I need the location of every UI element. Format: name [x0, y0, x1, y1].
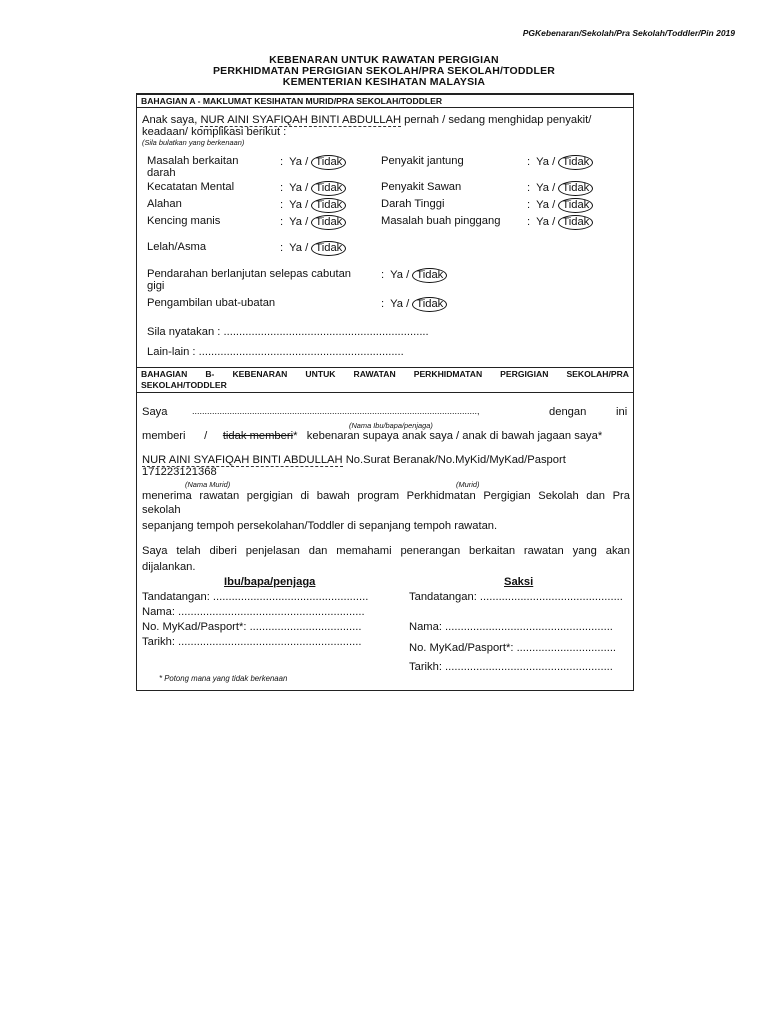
condition-answer-kidney[interactable]	[527, 215, 593, 230]
condition-label-heart: Penyakit jantung	[381, 155, 464, 167]
condition-answer-medication[interactable]	[381, 297, 447, 312]
option-tidak-circled[interactable]: Tidak	[558, 198, 593, 213]
option-ya[interactable]: Ya /	[536, 216, 556, 228]
footnote: * Potong mana yang tidak berkenaan	[159, 674, 288, 683]
consent-form	[136, 93, 634, 691]
option-ya[interactable]: Ya /	[289, 216, 309, 228]
colon: :	[527, 216, 531, 228]
parent-name-field-sign[interactable]: Nama: ............................................................	[142, 606, 365, 618]
dengan-label: dengan	[549, 406, 587, 418]
condition-answer-heart[interactable]	[527, 155, 593, 170]
receive-line-3: sepanjang tempoh persekolahan/Toddler di sepanjang tempoh rawatan.	[142, 520, 498, 532]
intro-prefix: Anak saya,	[142, 114, 198, 126]
asterisk: *	[293, 430, 298, 442]
circle-instruction-note: (Sila bulatkan yang berkenaan)	[142, 138, 245, 147]
option-tidak-circled[interactable]: Tidak	[558, 181, 593, 196]
parent-id-field[interactable]: No. MyKad/Pasport*: ....................................	[142, 621, 362, 633]
intro-suffix: pernah / sedang menghidap penyakit/	[404, 114, 592, 126]
option-ya[interactable]: Ya /	[390, 269, 410, 281]
parent-signature-field[interactable]: Tandatangan: ..................................................	[142, 591, 369, 603]
condition-answer-asthma[interactable]	[280, 241, 346, 256]
condition-answer-blood[interactable]	[280, 155, 346, 170]
option-tidak-circled[interactable]: Tidak	[558, 155, 593, 170]
saya-label: Saya	[142, 406, 168, 418]
condition-answer-hypertension[interactable]	[527, 198, 593, 213]
intro-line-2: keadaan/ komplikasi berikut :	[142, 126, 287, 138]
receive-line-2: sekolah	[142, 504, 181, 516]
option-ya[interactable]: Ya /	[536, 156, 556, 168]
option-tidak-circled[interactable]: Tidak	[311, 215, 346, 230]
colon: :	[381, 298, 385, 310]
option-tidak-circled[interactable]: Tidak	[311, 241, 346, 256]
consent-line	[142, 430, 602, 442]
murid-caption: (Murid)	[456, 480, 480, 489]
condition-label-kidney: Masalah buah pinggang	[381, 215, 501, 227]
condition-label-bleeding: Pendarahan berlanjutan selepas cabutan	[147, 268, 352, 280]
explained-line-1: Saya telah diberi penjelasan dan memahami penerangan berkaitan rawatan yang akan	[142, 545, 630, 557]
option-ya[interactable]: Ya /	[289, 156, 309, 168]
slash: /	[204, 430, 208, 442]
explained-line-2: dijalankan.	[142, 561, 196, 573]
receive-line-1: menerima rawatan pergigian di bawah program Perkhidmatan Pergigian Sekolah dan Pra	[142, 490, 630, 502]
section-b-heading	[137, 367, 633, 393]
student-name-field-b[interactable]: NUR AINI SYAFIQAH BINTI ABDULLAH	[142, 454, 343, 466]
consent-rest: kebenaran supaya anak saya / anak di bawah jagaan saya*	[306, 430, 603, 442]
parent-name-field[interactable]: ..................................................................................................................,	[192, 406, 480, 416]
parent-date-field[interactable]: Tarikh: ...........................................................	[142, 636, 362, 648]
option-tidak-circled[interactable]: Tidak	[412, 268, 447, 283]
condition-answer-allergy[interactable]	[280, 198, 346, 213]
option-ya[interactable]: Ya /	[289, 242, 309, 254]
witness-name-field[interactable]: Nama: ......................................................	[409, 621, 613, 633]
condition-answer-epilepsy[interactable]	[527, 181, 593, 196]
colon: :	[381, 269, 385, 281]
others-field[interactable]: Lain-lain : ..................................................................	[147, 346, 404, 358]
condition-label-mental: Kecatatan Mental	[147, 181, 235, 193]
option-tidak-circled[interactable]: Tidak	[311, 155, 346, 170]
colon: :	[527, 199, 531, 211]
option-tidak-circled[interactable]: Tidak	[558, 215, 593, 230]
title-line-3: KEMENTERIAN KESIHATAN MALAYSIA	[282, 76, 486, 88]
condition-label-allergy: Alahan	[147, 198, 182, 210]
condition-label-bleeding-line2: gigi	[147, 280, 165, 292]
document-reference: PGKebenaran/Sekolah/Pra Sekolah/Toddler/Pin 2019	[522, 28, 735, 38]
student-id-line	[142, 454, 566, 466]
colon: :	[280, 242, 284, 254]
condition-label-diabetes: Kencing manis	[147, 215, 221, 227]
id-type-label: No.Surat Beranak/No.MyKid/MyKad/Pasport	[345, 454, 566, 466]
colon: :	[280, 199, 284, 211]
condition-label-asthma: Lelah/Asma	[147, 241, 207, 253]
option-tidak-circled[interactable]: Tidak	[311, 198, 346, 213]
option-tidak-circled[interactable]: Tidak	[311, 181, 346, 196]
parent-signature-heading: Ibu/bapa/penjaga	[224, 576, 316, 588]
colon: :	[527, 182, 531, 194]
condition-answer-bleeding[interactable]	[381, 268, 447, 283]
witness-id-field[interactable]: No. MyKad/Pasport*: ................................	[409, 642, 617, 654]
title-line-2: PERKHIDMATAN PERGIGIAN SEKOLAH/PRA SEKOLAH/TODDLER	[212, 65, 556, 77]
condition-label-blood: Masalah berkaitan	[147, 155, 239, 167]
witness-signature-heading: Saksi	[504, 576, 534, 588]
option-tidak-circled[interactable]: Tidak	[412, 297, 447, 312]
specify-field[interactable]: Sila nyatakan : ..................................................................	[147, 326, 429, 338]
option-ya[interactable]: Ya /	[289, 182, 309, 194]
student-id-number[interactable]: 171223121368	[142, 466, 217, 478]
colon: :	[527, 156, 531, 168]
option-ya[interactable]: Ya /	[289, 199, 309, 211]
ini-label: ini	[616, 406, 628, 418]
student-name-field[interactable]: NUR AINI SYAFIQAH BINTI ABDULLAH	[200, 114, 402, 126]
colon: :	[280, 182, 284, 194]
tidak-memberi-option-struck[interactable]: tidak memberi	[222, 430, 294, 442]
witness-date-field[interactable]: Tarikh: ......................................................	[409, 661, 613, 673]
colon: :	[280, 156, 284, 168]
condition-answer-mental[interactable]	[280, 181, 346, 196]
section-a-intro	[142, 114, 591, 126]
parent-name-caption: (Nama Ibu/bapa/penjaga)	[349, 421, 433, 430]
section-b-heading-line-2: SEKOLAH/TODDLER	[141, 380, 227, 390]
section-b-heading-line-1: BAHAGIAN B- KEBENARAN UNTUK RAWATAN PERKHIDMATAN PERGIGIAN SEKOLAH/PRA	[141, 369, 629, 379]
title-line-1: KEBENARAN UNTUK RAWATAN PERGIGIAN	[269, 54, 499, 66]
condition-label-epilepsy: Penyakit Sawan	[381, 181, 462, 193]
colon: :	[280, 216, 284, 228]
condition-answer-diabetes[interactable]	[280, 215, 346, 230]
option-ya[interactable]: Ya /	[536, 182, 556, 194]
memberi-option[interactable]: memberi	[142, 430, 186, 442]
student-name-caption: (Nama Murid)	[185, 480, 231, 489]
option-ya[interactable]: Ya /	[536, 199, 556, 211]
condition-label-blood-line2: darah	[147, 167, 176, 179]
option-ya[interactable]: Ya /	[390, 298, 410, 310]
condition-label-hypertension: Darah Tinggi	[381, 198, 445, 210]
section-a-heading: BAHAGIAN A - MAKLUMAT KESIHATAN MURID/PRA SEKOLAH/TODDLER	[137, 94, 633, 108]
witness-signature-field[interactable]: Tandatangan: ..............................................	[409, 591, 623, 603]
condition-label-medication: Pengambilan ubat-ubatan	[147, 297, 276, 309]
